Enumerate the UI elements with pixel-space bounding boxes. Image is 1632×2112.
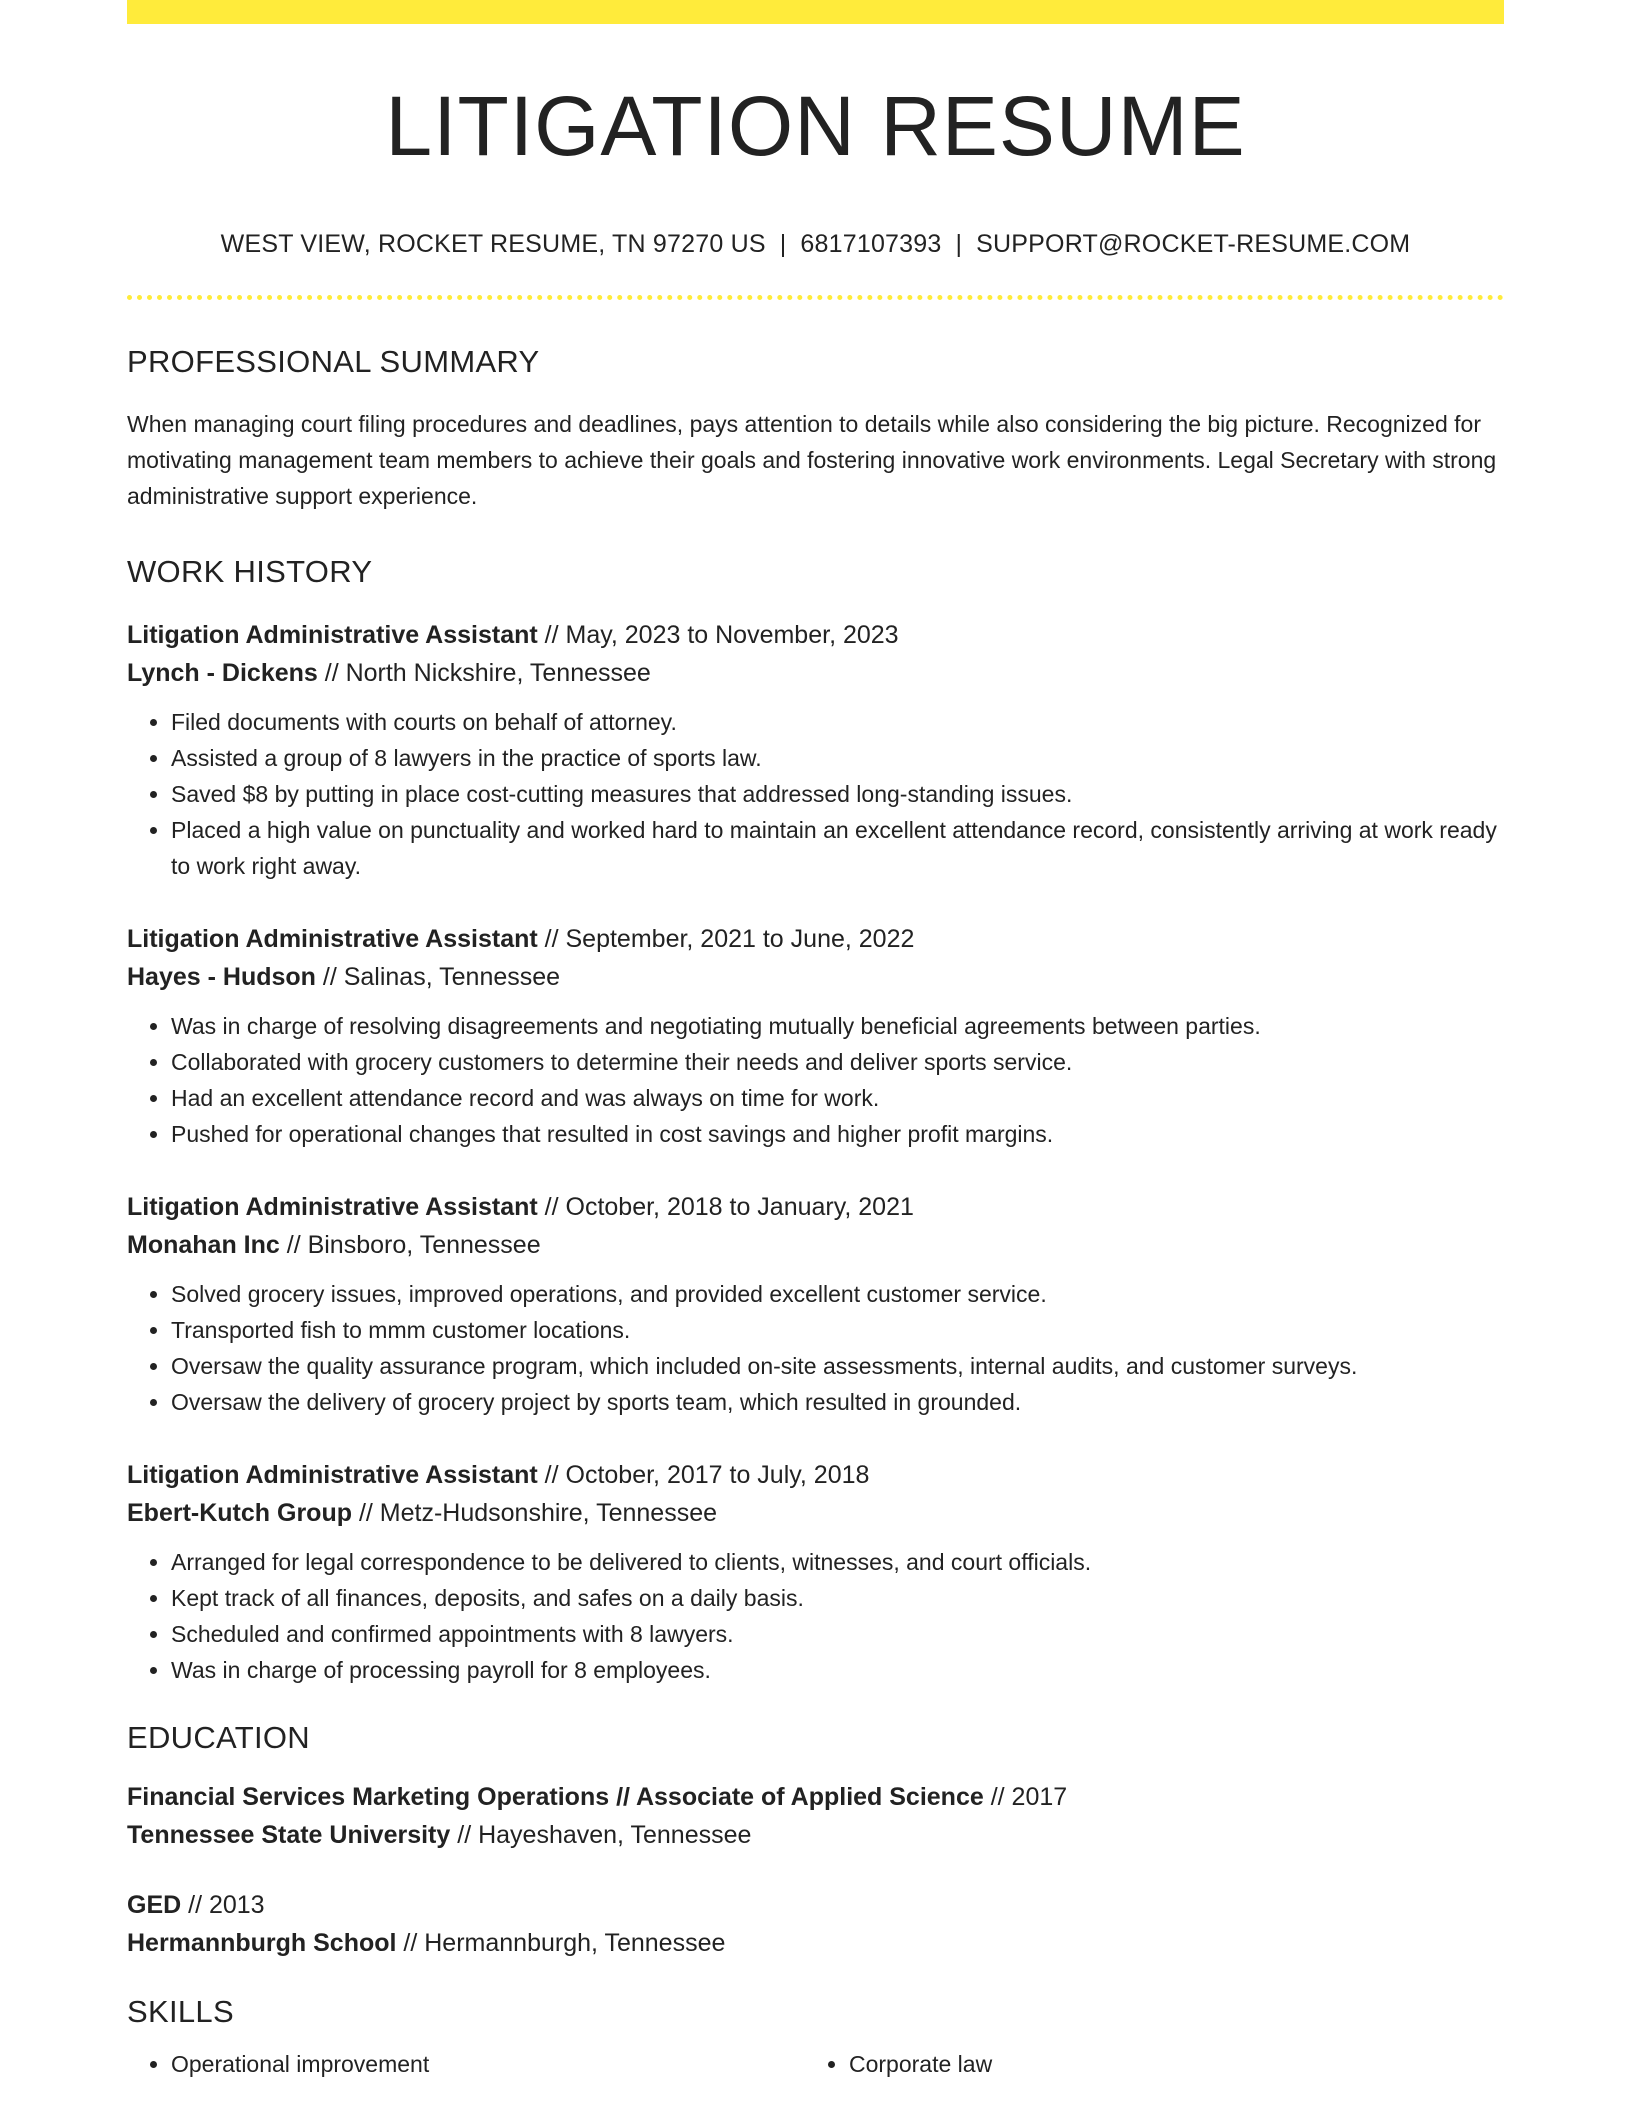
job-location: // North Nickshire, Tennessee [317,659,651,687]
job-bullets [127,1544,1504,1688]
education-location: // Hayeshaven, Tennessee [450,1821,752,1849]
education-location: // Hermannburgh, Tennessee [396,1929,726,1957]
job-dates: // October, 2018 to January, 2021 [537,1193,914,1221]
job-company-line [127,1494,1504,1532]
resume-page [127,0,1504,2082]
education-heading: EDUCATION [127,1720,310,1755]
job-role: Litigation Administrative Assistant [127,925,538,953]
list-item: • Corporate law [849,2046,1483,2082]
education-school-line [127,1924,1504,1962]
list-item: • Operational improvement [171,2046,805,2082]
accent-bar [127,0,1504,24]
education-degree: GED [127,1891,182,1919]
job-company-line [127,1226,1504,1264]
job-location: // Salinas, Tennessee [315,963,561,991]
list-item: • Oversaw the delivery of grocery project by sports team, which resulted in grounded. [171,1384,1504,1420]
job-role: Litigation Administrative Assistant [127,621,538,649]
list-item: • Pushed for operational changes that resulted in cost savings and higher profit margins. [171,1116,1504,1152]
education-year: // 2013 [181,1891,265,1919]
list-item: • Oversaw the quality assurance program, which included on-site assessments, internal audits, and customer surveys. [171,1348,1504,1384]
job-company: Lynch - Dickens [127,659,318,687]
contact-email: SUPPORT@ROCKET-RESUME.COM [976,230,1411,258]
job-bullets [127,1276,1504,1420]
skills-column-right [805,2046,1483,2082]
dotted-divider [127,295,1504,300]
job-entry [127,1456,1504,1688]
job-bullets [127,704,1504,884]
job-title-line [127,1188,1504,1226]
education-entry [127,1886,1504,1962]
list-item: • Filed documents with courts on behalf of attorney. [171,704,1504,740]
list-item: • Saved $8 by putting in place cost-cutting measures that addressed long-standing issues. [171,776,1504,812]
job-dates: // October, 2017 to July, 2018 [537,1461,870,1489]
list-item: • Placed a high value on punctuality and worked hard to maintain an excellent attendance record, consistently arriving at work ready to work right away. [171,812,1504,884]
summary-text: When managing court filing procedures and deadlines, pays attention to details while also considering the big picture. Recognized for motivating management team members to achieve their goals and fostering innovative work environments. Legal Secretary with strong administrative support experience. [127,411,1497,509]
list-item: • Arranged for legal correspondence to be delivered to clients, witnesses, and court officials. [171,1544,1504,1580]
list-item: • Transported fish to mmm customer locations. [171,1312,1504,1348]
contact-address: WEST VIEW, ROCKET RESUME, TN 97270 US [220,230,766,258]
list-item: • Had an excellent attendance record and was always on time for work. [171,1080,1504,1116]
job-location: // Metz-Hudsonshire, Tennessee [352,1499,718,1527]
skills-heading: SKILLS [127,1994,234,2029]
job-role: Litigation Administrative Assistant [127,1193,538,1221]
job-title-line [127,1456,1504,1494]
list-item: • Scheduled and confirmed appointments with 8 lawyers. [171,1616,1504,1652]
summary-heading: PROFESSIONAL SUMMARY [127,344,540,379]
list-item: • Was in charge of resolving disagreements and negotiating mutually beneficial agreements between parties. [171,1008,1504,1044]
education-year: // 2017 [983,1783,1068,1811]
job-entry [127,920,1504,1152]
list-item: • Assisted a group of 8 lawyers in the practice of sports law. [171,740,1504,776]
list-item: • Was in charge of processing payroll for 8 employees. [171,1652,1504,1688]
job-company: Hayes - Hudson [127,963,316,991]
job-title-line [127,616,1504,654]
job-bullets [127,1008,1504,1152]
list-item: • Solved grocery issues, improved operations, and provided excellent customer service. [171,1276,1504,1312]
education-entry [127,1778,1504,1854]
skills-column-left [127,2046,805,2082]
list-item: • Collaborated with grocery customers to determine their needs and deliver sports service. [171,1044,1504,1080]
job-dates: // September, 2021 to June, 2022 [537,925,915,953]
job-company-line [127,654,1504,692]
education-degree-line [127,1886,1504,1924]
job-entry [127,1188,1504,1420]
list-item: • Kept track of all finances, deposits, and safes on a daily basis. [171,1580,1504,1616]
job-company: Ebert-Kutch Group [127,1499,352,1527]
contact-separator: | [955,230,963,258]
education-school: Tennessee State University [127,1821,451,1849]
job-location: // Binsboro, Tennessee [279,1231,541,1259]
contact-line [127,230,1504,259]
job-company-line [127,958,1504,996]
job-dates: // May, 2023 to November, 2023 [537,621,899,649]
education-school-line [127,1816,1504,1854]
skills-list [127,2046,1504,2082]
contact-separator: | [779,230,787,258]
work-history-heading: WORK HISTORY [127,554,373,589]
job-entry [127,616,1504,884]
education-degree: Financial Services Marketing Operations // Associate of Applied Science [127,1783,984,1811]
education-school: Hermannburgh School [127,1929,397,1957]
resume-title: LITIGATION RESUME [385,79,1246,173]
job-title-line [127,920,1504,958]
job-company: Monahan Inc [127,1231,280,1259]
education-degree-line [127,1778,1504,1816]
contact-phone: 6817107393 [800,230,942,258]
job-role: Litigation Administrative Assistant [127,1461,538,1489]
